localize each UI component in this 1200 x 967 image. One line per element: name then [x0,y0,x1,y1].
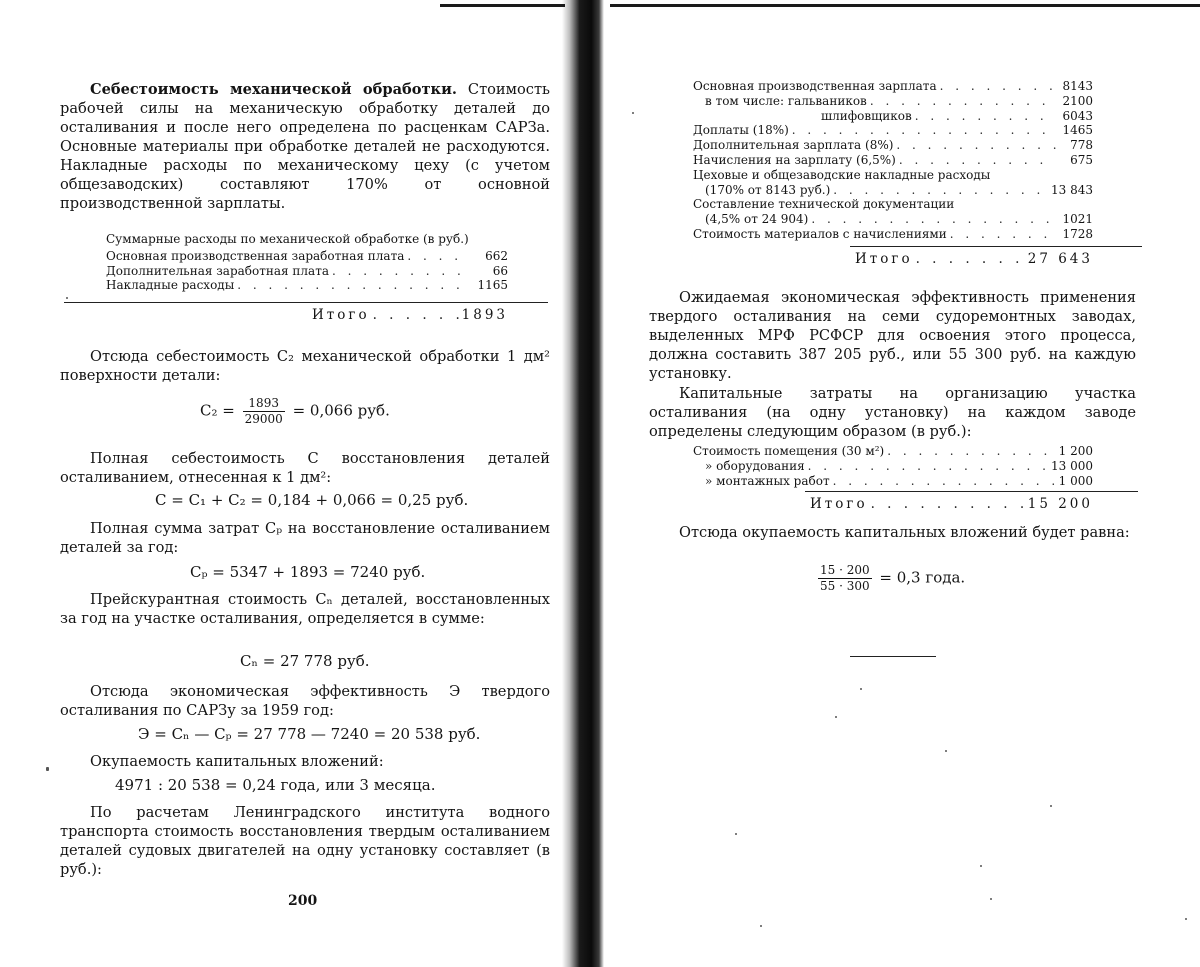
row-value: 778 [1070,138,1093,153]
table-row [693,459,1093,474]
table-row [693,94,1093,109]
row-label: Основная производственная зарплата [693,79,937,93]
total-label: Итого [855,251,913,267]
row-label: (4,5% от 24 904) [705,212,809,227]
table-rows [693,79,1093,242]
row-value: 1728 [1062,226,1093,241]
table-row [693,444,1093,459]
paragraph-intro [60,80,550,213]
formula-cp: Cₚ = 5347 + 1893 = 7240 руб. [190,563,426,581]
table-capital [693,444,1093,488]
table-mech-costs [106,232,508,293]
row-label: Цеховые и общезаводские накладные расходы [693,167,991,182]
table-row [106,249,508,264]
leader-dots [896,138,1056,153]
row-label: » оборудования [705,458,805,473]
table-row [693,109,1093,124]
paragraph-c2: Отсюда себестоимость C₂ механической обработки 1 дм² поверхности детали: [60,348,550,384]
row-value: 1021 [1062,212,1093,227]
paragraph-payback: Окупаемость капитальных вложений: [90,753,384,770]
scan-speck [945,750,947,752]
row-value: 1 000 [1058,473,1093,488]
table-row [693,227,1093,242]
leader-dots [792,123,1056,138]
row-label: Стоимость материалов с начислениями [693,226,947,241]
leader-dots [899,153,1056,168]
row-value: 662 [485,248,508,263]
leader-dots [887,444,1055,459]
table-row [693,123,1093,138]
table-rule [64,302,548,303]
table-row [106,278,508,293]
row-label: в том числе: гальваников [705,93,867,108]
table-row [106,264,508,279]
intro-text: Стоимость рабочей силы на механическую обработку деталей до осталивания и после него определена по расценкам САРЗа. Основные материалы при обработке деталей не расходуются. Накладные расходы по механическому цеху (с учетом общезаводских) составляют 170% от основной производственной зарплаты. [60,81,550,212]
row-label: шлифовщиков [821,108,912,123]
table-total [312,308,508,323]
total-label: Итого [810,496,868,512]
formula-c2-left: C₂ = [200,401,235,420]
row-value: 13 000 [1051,458,1093,473]
row-label: Доплаты (18%) [693,123,789,138]
leader-dots [332,264,471,279]
formula-payback-result: = 0,3 года. [879,568,966,587]
scan-speck [66,297,68,299]
row-value: 2100 [1062,93,1093,108]
scan-speck [735,833,737,835]
table-row [693,153,1093,168]
leader-dots [833,474,1056,489]
leader-dots [915,109,1056,124]
paragraph-capital: Капитальные затраты на организацию участка осталивания (на одну установку) на каждом заводе определены следующим образом (в руб.): [649,385,1136,440]
table-rule [805,491,1138,492]
total-label: Итого [312,307,370,323]
table-rows [106,249,508,293]
row-label: Основная производственная заработная плата [106,248,405,263]
formula-payback: 4971 : 20 538 = 0,24 года, или 3 месяца. [115,776,436,794]
fraction-numerator: 15 · 200 [820,563,870,577]
leader-dots [811,212,1056,227]
leader-dots [870,94,1056,109]
row-label: Начисления на зарплату (6,5%) [693,152,896,167]
table-row [693,138,1093,153]
table-cost-install [693,79,1093,242]
row-label: Дополнительная заработная плата [106,263,329,278]
row-label: Дополнительная зарплата (8%) [693,138,894,153]
table-total [810,497,1093,512]
table-row [693,212,1093,227]
paragraph-lenin: По расчетам Ленинградского института водного транспорта стоимость восстановления твердым осталиванием деталей судовых двигателей на одну установку составляет (в руб.): [60,804,550,878]
formula-effect: Э = Cₙ — Cₚ = 27 778 — 7240 = 20 538 руб. [138,725,481,743]
scan-speck [835,716,837,718]
scan-speck [990,898,992,900]
row-value: 1165 [477,278,508,293]
scan-speck [1050,805,1052,807]
formula-payback [815,563,965,594]
right-page [605,0,1200,967]
paragraph-expected: Ожидаемая экономическая эффективность применения твердого осталивания на семи судоремонтных заводах, выделенных МРФ РСФСР для освоения этого процесса, должна составить 387 205 руб., или 55 300 руб. на каждую установку. [649,289,1136,382]
scan-speck [46,767,49,771]
end-rule [850,656,936,657]
table-row [693,183,1093,198]
row-value: 66 [492,263,508,278]
formula-c2-right: = 0,066 руб. [292,401,390,420]
table-row [693,474,1093,489]
row-value: 6043 [1062,108,1093,123]
fraction-numerator: 1893 [243,396,285,412]
left-page [0,0,585,967]
fraction-denominator: 29000 [244,412,283,426]
scan-speck [980,865,982,867]
total-value: 15 200 [1027,496,1093,512]
formula-c: C = C₁ + C₂ = 0,184 + 0,066 = 0,25 руб. [155,491,469,509]
scan-speck [760,925,762,927]
scan-speck [860,688,862,690]
table-caption: Суммарные расходы по механической обработке (в руб.) [106,232,469,246]
total-value: 1893 [461,307,508,323]
page-number: 200 [288,893,318,909]
row-value: 13 843 [1051,182,1093,197]
table-row [693,168,1093,183]
fraction-denominator: 55 · 300 [820,579,870,593]
leader-dots [808,459,1048,474]
row-label: Стоимость помещения (30 м²) [693,444,885,458]
row-value: 8143 [1062,79,1093,93]
paragraph-cn: Прейскурантная стоимость Cₙ деталей, восстановленных за год на участке осталивания, определяется в сумме: [60,591,550,627]
table-rows [693,444,1093,488]
table-row [693,79,1093,94]
leader-dots [950,227,1056,242]
leader-dots [407,249,471,264]
table-total [855,252,1093,267]
section-heading: Себестоимость механической обработки. [90,81,457,98]
table-rule [850,246,1142,247]
paragraph-c: Полная себестоимость C восстановления деталей осталиванием, отнесенная к 1 дм²: [60,450,550,486]
paragraph-cp: Полная сумма затрат Cₚ на восстановление осталиванием деталей за год: [60,520,550,556]
formula-cn: Cₙ = 27 778 руб. [240,652,370,670]
row-value: 1 200 [1058,444,1093,458]
row-label: Накладные расходы [106,278,235,293]
row-label: (170% от 8143 руб.) [705,182,831,197]
paragraph-effect: Отсюда экономическая эффективность Э твердого осталивания по САРЗу за 1959 год: [60,683,550,719]
row-label: » монтажных работ [705,473,830,488]
row-label: Составление технической документации [693,197,955,212]
row-value: 675 [1070,152,1093,167]
scan-speck [1185,918,1187,920]
table-row [693,197,1093,212]
leader-dots [833,183,1048,198]
scan-speck [632,112,634,114]
row-value: 1465 [1062,123,1093,138]
paragraph-payback: Отсюда окупаемость капитальных вложений будет равна: [679,524,1130,541]
total-value: 27 643 [1027,251,1093,267]
formula-c2 [200,396,390,427]
fraction [818,563,872,594]
leader-dots [940,79,1056,94]
leader-dots [237,278,471,293]
fraction [243,396,285,427]
